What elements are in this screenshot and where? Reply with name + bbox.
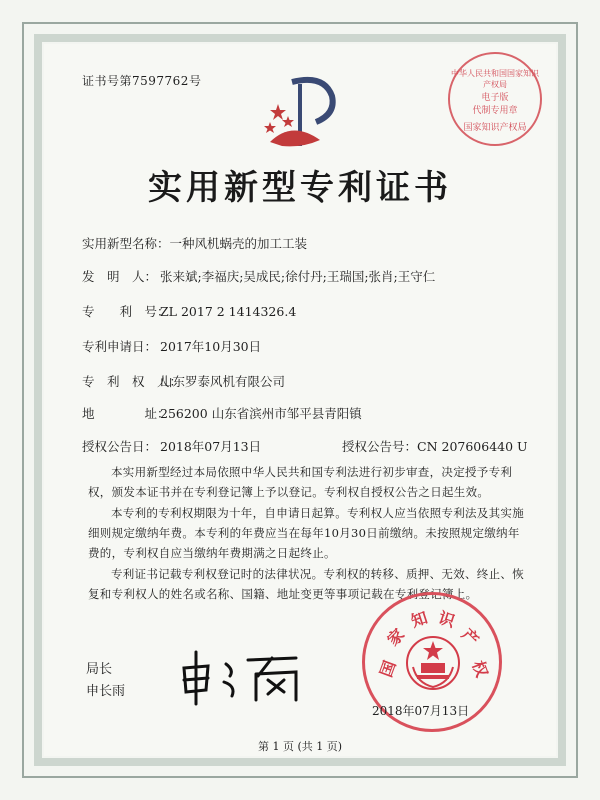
field-holder <box>82 372 285 390</box>
seal-char: 权 <box>468 658 492 680</box>
field-apply-date <box>82 337 261 355</box>
national-emblem-icon <box>403 633 463 693</box>
apply-date-value: 2017年10月30日 <box>160 339 262 354</box>
seal-line-3: 代制专用章 <box>472 106 518 116</box>
paragraph-2: 本专利的专利权期限为十年，自申请日起算。专利权人应当依照专利法及其实施细则规定缴纳年费。本专利的年费应当在每年10月30日前缴纳。未按照规定缴纳年费的，专利权自应当缴纳年费期满之日起终止。 <box>88 506 524 560</box>
field-name <box>82 234 307 252</box>
seal-char: 知 <box>408 607 430 631</box>
grant-no-value: CN 207606440 U <box>417 439 528 454</box>
patent-office-logo-icon <box>262 70 348 152</box>
paragraph-1: 本实用新型经过本局依照中华人民共和国专利法进行初步审查，决定授予专利权，颁发本证书并在专利登记簿上予以登记。专利权自授权公告之日起生效。 <box>88 465 513 499</box>
director-name: 申长雨 <box>86 684 126 699</box>
inventor-value: 张来斌;李福庆;吴成民;徐付丹;王瑞国;张肖;王守仁 <box>160 269 436 284</box>
certificate-title: 实用新型专利证书 <box>148 168 452 208</box>
grant-no-label: 授权公告号： <box>342 439 418 454</box>
address-label: 地 址： <box>82 406 170 421</box>
seal-date: 2018年07月13日 <box>372 704 470 718</box>
patent-value: ZL 2017 2 1414326.4 <box>160 304 297 319</box>
seal-char: 国 <box>376 658 400 680</box>
grant-date-value: 2018年07月13日 <box>160 439 262 454</box>
inventor-label: 发 明 人： <box>82 269 158 284</box>
address-value: 256200 山东省滨州市邹平县青阳镇 <box>160 406 362 421</box>
name-value: 一种风机蜗壳的加工工装 <box>169 236 308 251</box>
certificate-number: 证书号第7597762号 <box>82 74 202 88</box>
holder-label: 专 利 权 人： <box>82 374 183 389</box>
page-footer: 第 1 页 (共 1 页) <box>257 740 343 753</box>
seal-line-4: 国家知识产权局 <box>463 123 527 133</box>
seal-char: 产 <box>457 624 483 650</box>
director-signature-icon <box>178 646 308 706</box>
field-inventor <box>82 267 435 285</box>
seal-char: 家 <box>383 624 409 650</box>
paragraph-3: 专利证书记载专利权登记时的法律状况。专利权的转移、质押、无效、终止、恢复和专利权人的姓名或名称、国籍、地址变更等事项记载在专利登记簿上。 <box>88 567 524 601</box>
field-patent-number <box>82 302 296 320</box>
director-title: 局长 <box>86 662 113 677</box>
apply-date-label: 专利申请日： <box>82 339 158 354</box>
seal-line-2: 电子版 <box>481 93 509 103</box>
field-grant-date <box>82 437 261 455</box>
field-grant-number <box>342 437 528 455</box>
seal-line-1: 中华人民共和国国家知识产权局 <box>451 69 539 89</box>
field-address <box>82 404 362 422</box>
seal-char: 识 <box>436 607 458 631</box>
grant-date-label: 授权公告日： <box>82 439 158 454</box>
electronic-seal <box>448 52 542 146</box>
holder-value: 山东罗泰风机有限公司 <box>160 374 286 389</box>
patent-label: 专 利 号： <box>82 304 170 319</box>
name-label: 实用新型名称： <box>82 236 170 251</box>
